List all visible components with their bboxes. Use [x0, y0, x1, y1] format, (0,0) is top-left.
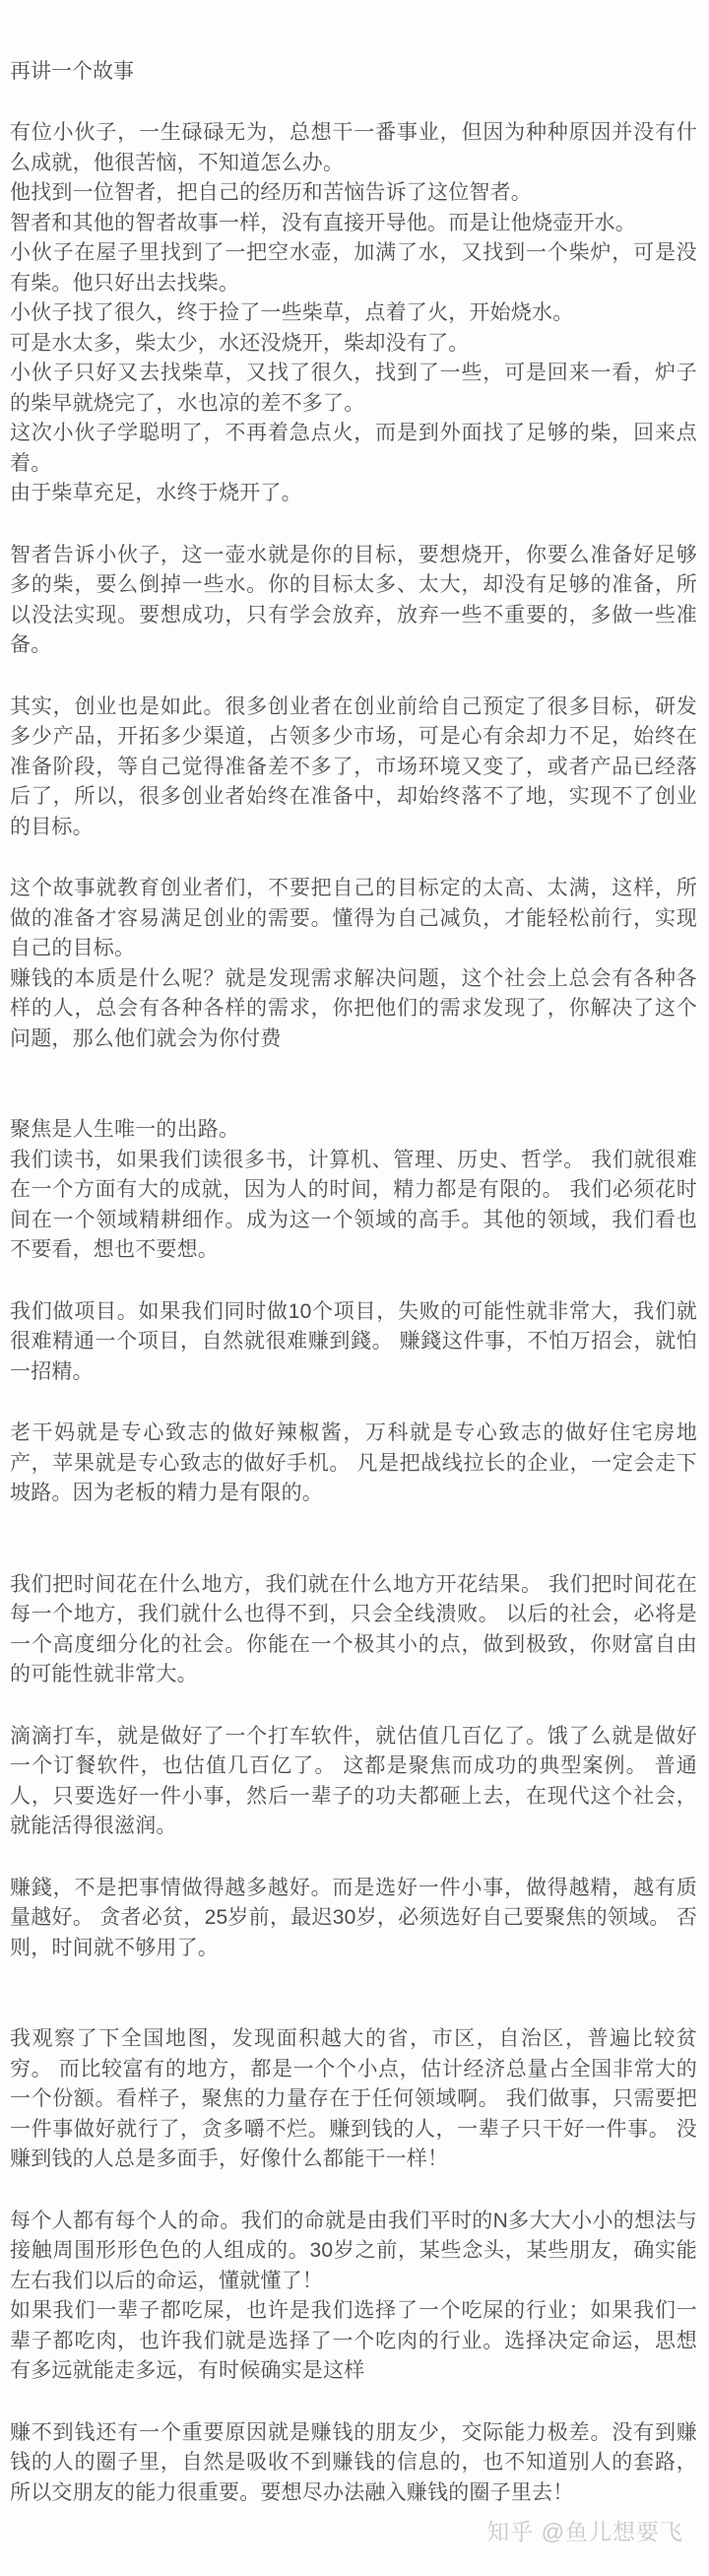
paragraph: 小伙子找了很久，终于捡了一些柴草，点着了火，开始烧水。: [10, 301, 574, 324]
paragraph: 由于柴草充足，水终于烧开了。: [10, 482, 302, 504]
paragraph: 他找到一位智者，把自己的经历和苦恼告诉了这位智者。: [10, 181, 532, 204]
text-block: [10, 1722, 697, 1842]
text-block: [10, 1874, 697, 1964]
paragraph: 赚钱的本质是什么呢？就是发现需求解决问题，这个社会上总会有各种各样的人，总会有各种各样的需求，你把他们的需求发现了，你解决了这个问题，那么他们就会为你付费: [10, 966, 697, 1050]
text-block: [10, 1297, 697, 1388]
paragraph: 赚不到钱还有一个重要原因就是赚钱的朋友少，交际能力极差。没有到赚钱的人的圈子里，自然是吸收不到赚钱的信息的，也不知道别人的套路，所以交朋友的能力很重要。要想尽办法融入赚钱的圈子里去！: [10, 2420, 697, 2504]
text-block: [10, 1419, 697, 1509]
paragraph: 小伙子只好又去找柴草，又找了很久，找到了一些，可是回来一看，炉子的柴早就烧完了，水也凉的差不多了。: [10, 362, 697, 415]
paragraph: 聚焦是人生唯一的出路。: [10, 1118, 240, 1141]
paragraph: 我们把时间花在什么地方，我们就在什么地方开花结果。 我们把时间花在每一个地方，我们就什么也得不到，只会全线溃败。 以后的社会，必将是一个高度细分化的社会。你能在一个极其小的点，做到极致，你财富自由的可能性就非常大。: [10, 1572, 697, 1685]
paragraph: 这个故事就教育创业者们，不要把自己的目标定的太高、太满，这样，所做的准备才容易满足创业的需要。懂得为自己减负，才能轻松前行，实现自己的目标。: [10, 877, 697, 959]
text-block: [10, 693, 697, 843]
page-title: 再讲一个故事: [10, 60, 134, 83]
text-block: [10, 1570, 697, 1690]
paragraph: 如果我们一辈子都吃屎，也许是我们选择了一个吃屎的行业；如果我们一辈子都吃肉，也许我们就是选择了一个吃肉的行业。选择决定命运，思想有多远就能走多远，有时候确实是这样: [10, 2299, 697, 2382]
paragraph: 其实，创业也是如此。很多创业者在创业前给自己预定了很多目标，研发多少产品，开拓多少渠道，占领多少市场，可是心有余却力不足，始终在准备阶段，等自己觉得准备差不多了，市场环境又变了，或者产品已经落后了，所以，很多创业者始终在准备中，却始终落不了地，实现不了创业的目标。: [10, 694, 697, 838]
paragraph: 赚錢，不是把事情做得越多越好。而是选好一件小事，做得越精，越有质量越好。 贪者必贫，25岁前，最迟30岁，必须选好自己要聚焦的领域。 否则，时间就不够用了。: [10, 1876, 697, 1959]
paragraph: 可是水太多，柴太少，水还没烧开，柴却没有了。: [10, 331, 470, 355]
paragraph: 小伙子在屋子里找到了一把空水壶，加满了水，又找到一个柴炉，可是没有柴。他只好出去找柴。: [10, 241, 697, 295]
watermark: 知乎 @鱼儿想要飞: [486, 2519, 683, 2544]
text-block: [10, 2024, 697, 2175]
paragraph: 智者告诉小伙子，这一壶水就是你的目标，要想烧开，你要么准备好足够多的柴，要么倒掉一些水。你的目标太多、太大，却没有足够的准备，所以没法实现。要想成功，只有学会放弃，放弃一些不重要的，多做一些准备。: [10, 543, 697, 656]
paragraph: 我们读书，如果我们读很多书，计算机、管理、历史、哲学。 我们就很难在一个方面有大的成就，因为人的时间，精力都是有限的。 我们必须花时间在一个领域精耕细作。成为这一个领域的高手。其他的领域，我们看也不要看，想也不要想。: [10, 1148, 697, 1261]
text-block: [10, 1115, 697, 1266]
paragraph: 我观察了下全国地图，发现面积越大的省，市区，自治区，普遍比较贫穷。 而比较富有的地方，都是一个个小点，估计经济总量占全国非常大的一个份额。看样子，聚焦的力量存在于任何领域啊。 我们做事，只需要把一件事做好就行了，贪多嚼不烂。赚到钱的人，一辈子只干好一件事。 没赚到钱的人总是多面手，好像什么都能干一样！: [10, 2027, 697, 2170]
text-block: [10, 541, 697, 661]
paragraph: 有位小伙子，一生碌碌无为，总想干一番事业，但因为种种原因并没有什么成就，他很苦恼，不知道怎么办。: [10, 121, 697, 174]
text-block: [10, 2418, 697, 2509]
article-body: [10, 118, 697, 2508]
paragraph: 这次小伙子学聪明了，不再着急点火，而是到外面找了足够的柴，回来点着。: [10, 422, 697, 475]
paragraph: 每个人都有每个人的命。我们的命就是由我们平时的N多大大小小的想法与接触周围形形色色的人组成的。30岁之前，某些念头，某些朋友，确实能左右我们以后的命运，懂就懂了！: [10, 2209, 697, 2292]
paragraph: 滴滴打车，就是做好了一个打车软件，就估值几百亿了。饿了么就是做好一个订餐软件，也估值几百亿了。 这都是聚焦而成功的典型案例。 普通人，只要选好一件小事，然后一辈子的功夫都砸上去，在现代这个社会，就能活得很滋润。: [10, 1724, 697, 1837]
text-block: [10, 118, 697, 509]
text-block: [10, 874, 697, 1054]
paragraph: 老干妈就是专心致志的做好辣椒酱，万科就是专心致志的做好住宅房地产，苹果就是专心致志的做好手机。 凡是把战线拉长的企业，一定会走下坡路。因为老板的精力是有限的。: [10, 1421, 697, 1504]
paragraph: 智者和其他的智者故事一样，没有直接开导他。而是让他烧壶开水。: [10, 211, 636, 234]
text-block: [10, 2207, 697, 2387]
paragraph: 我们做项目。如果我们同时做10个项目，失败的可能性就非常大，我们就很难精通一个项目，自然就很难赚到錢。 赚錢这件事，不怕万招会，就怕一招精。: [10, 1299, 697, 1383]
watermark-row: [10, 2514, 697, 2546]
